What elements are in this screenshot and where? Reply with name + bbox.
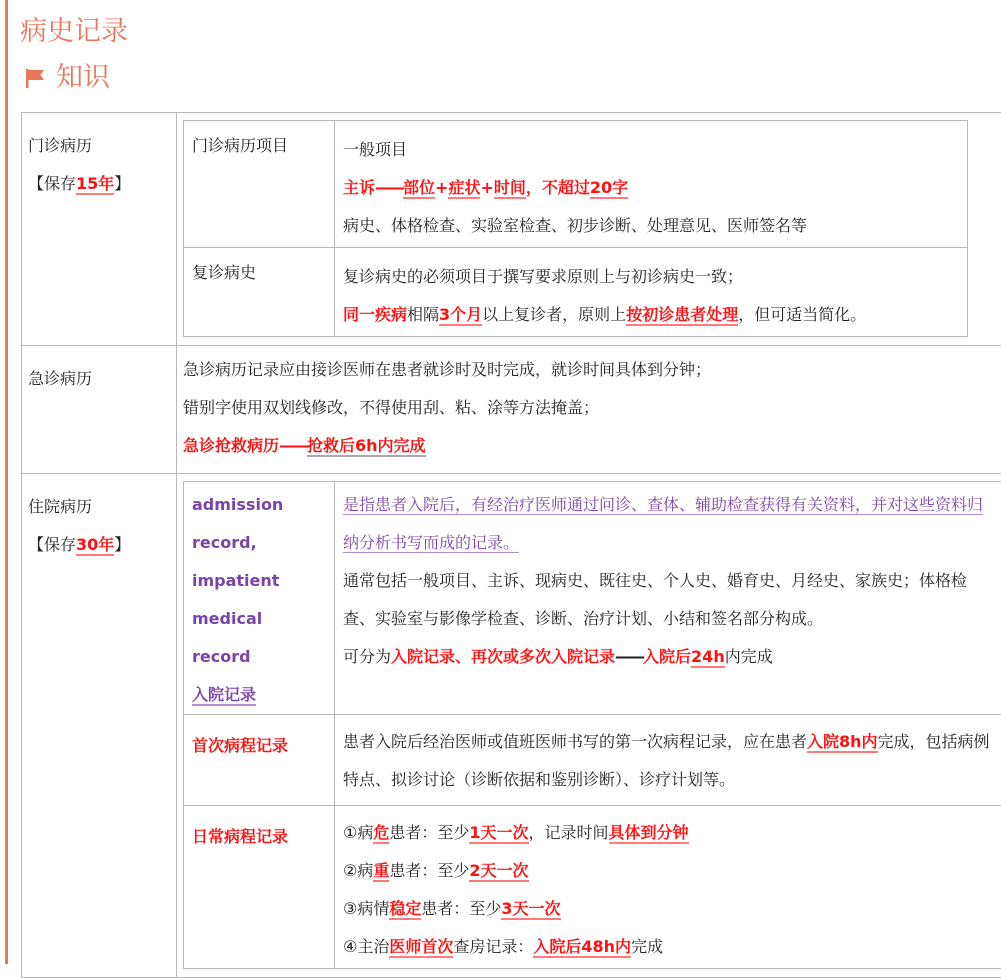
flag-icon bbox=[24, 67, 46, 89]
section-title: 知识 bbox=[56, 60, 110, 96]
table-row bbox=[184, 715, 1001, 806]
sub-label: 日常病程记录 bbox=[184, 806, 335, 969]
table-row bbox=[184, 121, 968, 248]
left-accent-bar bbox=[5, 0, 8, 964]
sub-label: 首次病程记录 bbox=[184, 715, 335, 806]
sub-label: 门诊病历项目 bbox=[184, 121, 335, 248]
retention-note: 【保存30年】 bbox=[28, 526, 170, 564]
table-row bbox=[184, 248, 968, 337]
retention-note: 【保存15年】 bbox=[28, 165, 170, 203]
category-label: 住院病历 bbox=[28, 488, 170, 526]
sub-content: 一般项目 主诉——部位+症状+时间，不超过20字 病史、体格检查、实验室检查、初步诊断、处理意见、医师签名等 bbox=[335, 121, 968, 248]
table-row bbox=[22, 474, 1001, 978]
table-row bbox=[184, 806, 1001, 969]
category-emergency bbox=[22, 346, 177, 474]
category-label: 急诊病历 bbox=[28, 360, 170, 398]
sub-content: 患者入院后经治医师或值班医师书写的第一次病程记录，应在患者入院8h内完成，包括病例特点、拟诊讨论（诊断依据和鉴别诊断）、诊疗计划等。 bbox=[335, 715, 1001, 806]
sub-content: 是指患者入院后，有经治疗医师通过问诊、查体、辅助检查获得有关资料，并对这些资料归纳分析书写而成的记录。 通常包括一般项目、主诉、现病史、既往史、个人史、婚育史、月经史、家族史；体格检查、实验室与影像学检查、诊断、治疗计划、小结和签名部分构成。 可分为入院记录、再次或多次入院记录——入院后24h内完成 bbox=[335, 482, 1001, 715]
category-label: 门诊病历 bbox=[28, 127, 170, 165]
emergency-content: 急诊病历记录应由接诊医师在患者就诊时及时完成，就诊时间具体到分钟； 错别字使用双划线修改，不得使用刮、粘、涂等方法掩盖； 急诊抢救病历——抢救后6h内完成 bbox=[177, 346, 1001, 474]
outpatient-subtable bbox=[183, 120, 968, 337]
inpatient-content bbox=[177, 474, 1001, 978]
sub-label: 复诊病史 bbox=[184, 248, 335, 337]
category-outpatient bbox=[22, 113, 177, 346]
admission-definition: 是指患者入院后，有经治疗医师通过问诊、查体、辅助检查获得有关资料，并对这些资料归纳分析书写而成的记录。 bbox=[343, 495, 983, 553]
inpatient-subtable bbox=[183, 481, 1001, 969]
sub-content: ①病危患者：至少1天一次，记录时间具体到分钟 ②病重患者：至少2天一次 ③病情稳定患者：至少3天一次 ④主治医师首次查房记录：入院后48h内完成 bbox=[335, 806, 1001, 969]
knowledge-table bbox=[21, 112, 1001, 978]
section-header bbox=[24, 60, 110, 96]
table-row bbox=[184, 482, 1001, 715]
sub-content: 复诊病史的必须项目于撰写要求原则上与初诊病史一致； 同一疾病相隔3个月以上复诊者，原则上按初诊患者处理，但可适当简化。 bbox=[335, 248, 968, 337]
retention-years: 15年 bbox=[76, 174, 114, 195]
table-row bbox=[22, 113, 1001, 346]
table-row bbox=[22, 346, 1001, 474]
chief-complaint: 主诉——部位+症状+时间，不超过20字 bbox=[343, 169, 959, 207]
category-inpatient bbox=[22, 474, 177, 978]
page-title: 病史记录 bbox=[20, 14, 128, 50]
sub-label-admission: admission record, impatient medical record 入院记录 bbox=[184, 482, 335, 715]
retention-years: 30年 bbox=[76, 535, 114, 556]
outpatient-content bbox=[177, 113, 1001, 346]
